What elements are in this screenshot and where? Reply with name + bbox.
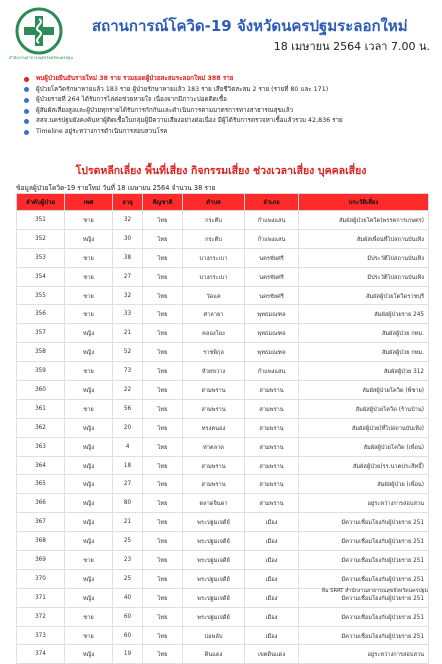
cell-age: 19 <box>113 645 143 664</box>
cell-patient-no: 363 <box>17 437 65 456</box>
cell-patient-no: 357 <box>17 324 65 343</box>
cell-sex: ชาย <box>65 305 113 324</box>
cell-age: 20 <box>113 418 143 437</box>
table-row <box>17 626 429 645</box>
cell-nationality: ไทย <box>143 588 183 607</box>
cell-district: เมือง <box>245 626 299 645</box>
column-header-age: อายุ <box>113 194 143 211</box>
cell-risk-history: สัมผัสผู้ป่วยโควิด (เพื่อน) <box>299 437 429 456</box>
cell-sex: หญิง <box>65 229 113 248</box>
cell-age: 60 <box>113 607 143 626</box>
cell-patient-no: 372 <box>17 607 65 626</box>
page-title: สถานการณ์โควิด-19 จังหวัดนครปฐมระลอกใหม่ <box>92 17 408 35</box>
cell-subdistrict: ทรงคนอง <box>183 418 245 437</box>
table-header-row <box>17 194 429 211</box>
table-row <box>17 229 429 248</box>
cell-subdistrict: พระปฐมเจดีย์ <box>183 513 245 532</box>
document-header <box>0 0 442 70</box>
cell-subdistrict: วัดแค <box>183 286 245 305</box>
cell-sex: ชาย <box>65 399 113 418</box>
cell-risk-history: สัมผัสผู้ป่วย กทม. <box>299 343 429 362</box>
cell-district: สามพราน <box>245 418 299 437</box>
cell-subdistrict: พระปฐมเจดีย์ <box>183 569 245 588</box>
cell-age: 27 <box>113 475 143 494</box>
table-row <box>17 494 429 513</box>
cell-sex: หญิง <box>65 324 113 343</box>
cell-risk-history: มีความเชื่อมโยงกับผู้ป่วยราย 251 <box>299 513 429 532</box>
cell-sex: ชาย <box>65 211 113 230</box>
table-row <box>17 569 429 588</box>
cell-district: เมือง <box>245 588 299 607</box>
warning-banner: โปรดหลีกเลี่ยง พื้นที่เสี่ยง กิจกรรมเสี่ยง ช่วงเวลาเสี่ยง บุคคลเสี่ยง <box>75 165 367 177</box>
cell-age: 21 <box>113 513 143 532</box>
cell-subdistrict: กระตีบ <box>183 211 245 230</box>
cell-risk-history: มีประวัติไปสถานบันเทิง <box>299 267 429 286</box>
cell-patient-no: 355 <box>17 286 65 305</box>
cell-age: 21 <box>113 324 143 343</box>
cell-age: 23 <box>113 551 143 570</box>
cell-subdistrict: พระปฐมเจดีย์ <box>183 588 245 607</box>
cell-age: 60 <box>113 626 143 645</box>
bullet-timeline: Timeline อยู่ระหว่างการดำเนินการสอบสวนโรค <box>24 127 434 138</box>
cell-patient-no: 354 <box>17 267 65 286</box>
cell-nationality: ไทย <box>143 607 183 626</box>
cell-risk-history: สัมผัสผู้ป่วยโควิด (ร้านบ้าน) <box>299 399 429 418</box>
cell-sex: หญิง <box>65 588 113 607</box>
table-row <box>17 399 429 418</box>
cell-nationality: ไทย <box>143 267 183 286</box>
table-row <box>17 645 429 664</box>
cell-subdistrict: สามพราน <box>183 399 245 418</box>
cell-sex: หญิง <box>65 381 113 400</box>
cell-patient-no: 361 <box>17 399 65 418</box>
cell-sex: หญิง <box>65 456 113 475</box>
cell-age: 56 <box>113 399 143 418</box>
cell-nationality: ไทย <box>143 381 183 400</box>
column-header-risk-history: ประวัติเสี่ยง <box>299 194 429 211</box>
cell-nationality: ไทย <box>143 645 183 664</box>
cell-risk-history: สัมผัสผู้ป่วย 312 <box>299 362 429 381</box>
report-date: 18 เมษายน 2564 เวลา 7.00 น. <box>273 40 430 53</box>
bullet-ventilator: ผู้ป่วยรายที่ 264 ได้รับการไล่ต่อช่วยหายใจ เนื่องจากมีภาวะปอดติดเชื้อ <box>24 95 434 106</box>
cell-sex: ชาย <box>65 248 113 267</box>
cell-sex: ชาย <box>65 286 113 305</box>
cell-risk-history: สัมผัสผู้ป่วย(รร.นาคประสิทธิ์) <box>299 456 429 475</box>
cell-subdistrict: สามพราน <box>183 381 245 400</box>
table-row <box>17 305 429 324</box>
cell-risk-history: สัมผัสผู้ป่วยโควิด(พรรคการเกษตร) <box>299 211 429 230</box>
cell-risk-history: มีความเชื่อมโยงกับผู้ป่วยราย 251 <box>299 626 429 645</box>
cell-nationality: ไทย <box>143 494 183 513</box>
table-row <box>17 418 429 437</box>
table-row <box>17 475 429 494</box>
column-header-district: อำเภอ <box>245 194 299 211</box>
cell-district: สามพราน <box>245 399 299 418</box>
table-row <box>17 324 429 343</box>
table-row <box>17 381 429 400</box>
table-row <box>17 532 429 551</box>
cell-subdistrict: คลองโยง <box>183 324 245 343</box>
cell-district: เขตดินแดง <box>245 645 299 664</box>
cell-subdistrict: สามพราน <box>183 475 245 494</box>
cell-subdistrict: พระปฐมเจดีย์ <box>183 607 245 626</box>
cell-subdistrict: สามพราน <box>183 456 245 475</box>
cell-sex: หญิง <box>65 343 113 362</box>
cell-sex: หญิง <box>65 569 113 588</box>
cell-subdistrict: ศาลายา <box>183 305 245 324</box>
cell-age: 30 <box>113 229 143 248</box>
table-body <box>17 211 429 664</box>
cell-nationality: ไทย <box>143 343 183 362</box>
organization-name: สำนักงานสาธารณสุขจังหวัดนครปฐม <box>9 55 73 60</box>
cell-district: สามพราน <box>245 381 299 400</box>
cell-age: 33 <box>113 305 143 324</box>
cell-risk-history: สัมผัสผู้ป่วย กทม. <box>299 324 429 343</box>
cell-district: นครชัยศรี <box>245 248 299 267</box>
cell-age: 18 <box>113 456 143 475</box>
cell-risk-history: สัมผัสผู้ป่วยโควิด (พี่ชาย) <box>299 381 429 400</box>
cell-patient-no: 369 <box>17 551 65 570</box>
cell-district: กำแพงแสน <box>245 362 299 381</box>
cell-sex: หญิง <box>65 418 113 437</box>
table-row <box>17 513 429 532</box>
cell-risk-history: มีความเชื่อมโยงกับผู้ป่วยราย 251 <box>299 607 429 626</box>
cell-nationality: ไทย <box>143 229 183 248</box>
cell-sex: ชาย <box>65 626 113 645</box>
cell-risk-history: อยู่ระหว่างการสอบสวน <box>299 645 429 664</box>
cell-patient-no: 371 <box>17 588 65 607</box>
cell-sex: หญิง <box>65 437 113 456</box>
cell-district: สามพราน <box>245 494 299 513</box>
table-caption: ข้อมูลผู้ป่วยโควิด-19 รายใหม่ วันที่ 18 เมษายน 2564 จำนวน 38 ราย <box>16 184 216 192</box>
cell-age: 32 <box>113 211 143 230</box>
bullet-new-cases: พบผู้ป่วยยืนยันรายใหม่ 38 ราย รวมยอดผู้ป่วยสะสมระลอกใหม่ 388 ราย <box>24 74 434 85</box>
cell-nationality: ไทย <box>143 475 183 494</box>
cell-risk-history: มีความเชื่อมโยงกับผู้ป่วยราย 251 <box>299 532 429 551</box>
cell-age: 32 <box>113 286 143 305</box>
cell-sex: หญิง <box>65 532 113 551</box>
column-header-subdistrict: ตำบล <box>183 194 245 211</box>
cell-patient-no: 362 <box>17 418 65 437</box>
cell-patient-no: 359 <box>17 362 65 381</box>
cell-sex: ชาย <box>65 551 113 570</box>
cell-nationality: ไทย <box>143 513 183 532</box>
table-row <box>17 248 429 267</box>
cell-risk-history: สัมผัสผู้ป่วยโควิดราชบุรี <box>299 286 429 305</box>
cell-risk-history: มีความเชื่อมโยงกับผู้ป่วยราย 251 <box>299 569 429 588</box>
cell-district: พุทธมณฑล <box>245 305 299 324</box>
table-row <box>17 607 429 626</box>
cell-subdistrict: บางกระเบา <box>183 267 245 286</box>
cell-age: 25 <box>113 569 143 588</box>
cell-nationality: ไทย <box>143 437 183 456</box>
cell-patient-no: 365 <box>17 475 65 494</box>
cell-sex: ชาย <box>65 362 113 381</box>
cell-nationality: ไทย <box>143 211 183 230</box>
cell-patient-no: 373 <box>17 626 65 645</box>
cell-subdistrict: บ่อพลับ <box>183 626 245 645</box>
cell-patient-no: 368 <box>17 532 65 551</box>
cell-nationality: ไทย <box>143 286 183 305</box>
bullet-testing: สสจ.นครปฐมยังคงค้นหาผู้ติดเชื้อในกลุ่มผู้มีความเสี่ยงอย่างต่อเนื่อง มีผู้ได้รับการตรวจหาเชื้อแล้วรวม 42,836 ราย <box>24 116 434 127</box>
cell-district: กำแพงแสน <box>245 211 299 230</box>
cell-subdistrict: ราชพิกุล <box>183 343 245 362</box>
cell-risk-history: อยู่ระหว่างการสอบสวน <box>299 494 429 513</box>
cell-subdistrict: ท่าตลาด <box>183 437 245 456</box>
cell-sex: หญิง <box>65 475 113 494</box>
table-row <box>17 286 429 305</box>
logo-emblem-icon <box>6 6 72 56</box>
column-header-sex: เพศ <box>65 194 113 211</box>
cell-district: เมือง <box>245 532 299 551</box>
cell-patient-no: 366 <box>17 494 65 513</box>
cell-patient-no: 370 <box>17 569 65 588</box>
cell-patient-no: 374 <box>17 645 65 664</box>
cell-patient-no: 352 <box>17 229 65 248</box>
cell-subdistrict: ห้วยขวาง <box>183 362 245 381</box>
cell-sex: หญิง <box>65 645 113 664</box>
cell-subdistrict: ตลาดจินดา <box>183 494 245 513</box>
table-row <box>17 343 429 362</box>
cell-patient-no: 367 <box>17 513 65 532</box>
cell-risk-history: มีความเชื่อมโยงกับผู้ป่วยราย 251 <box>299 551 429 570</box>
cell-district: กำแพงแสน <box>245 229 299 248</box>
cell-subdistrict: พระปฐมเจดีย์ <box>183 532 245 551</box>
cell-patient-no: 360 <box>17 381 65 400</box>
cell-sex: หญิง <box>65 513 113 532</box>
cell-patient-no: 358 <box>17 343 65 362</box>
cell-subdistrict: พระปฐมเจดีย์ <box>183 551 245 570</box>
cell-subdistrict: ดินแดง <box>183 645 245 664</box>
cell-risk-history: สัมผัสผู้ป่วยราย 245 <box>299 305 429 324</box>
cell-patient-no: 351 <box>17 211 65 230</box>
cell-district: สามพราน <box>245 437 299 456</box>
cell-age: 38 <box>113 248 143 267</box>
cell-risk-history: สัมผัสผู้ป่วย (เพื่อน) <box>299 475 429 494</box>
cell-nationality: ไทย <box>143 399 183 418</box>
cell-age: 73 <box>113 362 143 381</box>
table-row <box>17 211 429 230</box>
table-row <box>17 456 429 475</box>
cell-district: เมือง <box>245 513 299 532</box>
cell-patient-no: 364 <box>17 456 65 475</box>
cell-patient-no: 353 <box>17 248 65 267</box>
column-header-patient-no: ลำดับผู้ป่วย <box>17 194 65 211</box>
summary-bullets <box>24 74 434 138</box>
cell-age: 80 <box>113 494 143 513</box>
table-row <box>17 267 429 286</box>
cell-nationality: ไทย <box>143 324 183 343</box>
bullet-quarantine: ผู้สัมผัสเสี่ยงสูงและผู้ป่วยทุกรายได้รับการกักกันและดำเนินการตามมาตรการทางสาธารณสุขแล้ว <box>24 106 434 117</box>
cell-risk-history: สัมผัสเพื่อนที่ไปสถานบันเทิง <box>299 229 429 248</box>
cell-sex: หญิง <box>65 494 113 513</box>
cell-age: 22 <box>113 381 143 400</box>
cell-nationality: ไทย <box>143 456 183 475</box>
cell-risk-history: มีประวัติไปสถานบันเทิง <box>299 248 429 267</box>
table-row <box>17 362 429 381</box>
cell-subdistrict: กระตีบ <box>183 229 245 248</box>
cell-district: สามพราน <box>245 475 299 494</box>
column-header-nationality: สัญชาติ <box>143 194 183 211</box>
cell-district: พุทธมณฑล <box>245 324 299 343</box>
cell-subdistrict: บางกระเบา <box>183 248 245 267</box>
cell-nationality: ไทย <box>143 569 183 588</box>
cell-risk-history: สัมผัสผู้ป่วย(ที่ไปสถานบันเทิง) <box>299 418 429 437</box>
cell-age: 52 <box>113 343 143 362</box>
cell-nationality: ไทย <box>143 305 183 324</box>
cell-district: นครชัยศรี <box>245 267 299 286</box>
cell-district: เมือง <box>245 607 299 626</box>
cell-patient-no: 356 <box>17 305 65 324</box>
cell-age: 40 <box>113 588 143 607</box>
table-row <box>17 551 429 570</box>
cell-nationality: ไทย <box>143 248 183 267</box>
bullet-recovered: ผู้ป่วยโควิดรักษาหายแล้ว 183 ราย ผู้ป่วยรักษาหายแล้ว 183 ราย เสียชีวิตสะสม 2 ราย (รายที่ 80 และ 171) <box>24 85 434 96</box>
cell-risk-history: มีความเชื่อมโยงกับผู้ป่วยราย 251 <box>299 588 429 607</box>
cell-age: 27 <box>113 267 143 286</box>
cell-district: สามพราน <box>245 456 299 475</box>
cell-nationality: ไทย <box>143 551 183 570</box>
cell-nationality: ไทย <box>143 418 183 437</box>
cell-sex: ชาย <box>65 267 113 286</box>
cell-district: เมือง <box>245 551 299 570</box>
cell-district: พุทธมณฑล <box>245 343 299 362</box>
cell-district: เมือง <box>245 569 299 588</box>
cell-age: 25 <box>113 532 143 551</box>
cell-nationality: ไทย <box>143 362 183 381</box>
cell-nationality: ไทย <box>143 532 183 551</box>
table-row <box>17 437 429 456</box>
footer-credit: ทีม SRRT สำนักงานสาธารณสุขจังหวัดนครปฐม <box>321 588 428 594</box>
cell-district: นครชัยศรี <box>245 286 299 305</box>
cell-age: 4 <box>113 437 143 456</box>
cell-sex: ชาย <box>65 607 113 626</box>
cell-nationality: ไทย <box>143 626 183 645</box>
